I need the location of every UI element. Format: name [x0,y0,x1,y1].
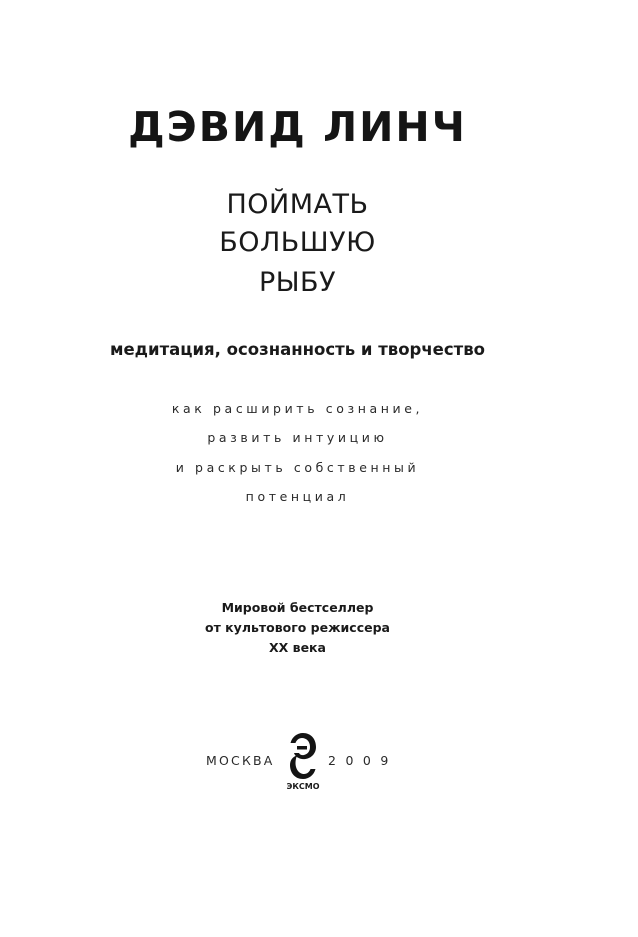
book-subtitle: медитация, осознанность и творчество [110,340,485,359]
book-title-line-2: БОЛЬШУЮ [219,227,376,258]
book-title-line-1: ПОЙМАТЬ [226,189,369,220]
promo-line-1: Мировой бестселлер [221,600,374,615]
promo-line-3: XX века [269,640,326,655]
book-title-line-3: РЫБУ [258,267,337,298]
author-name: ДЭВИД ЛИНЧ [128,103,467,151]
publisher-name: ЭКСМО [286,782,320,791]
tagline-line-3: и раскрыть собственный [175,460,420,475]
tagline-line-4: потенциал [245,489,350,504]
promo-line-2: от культового режиссера [205,620,390,635]
tagline-line-2: развить интуицию [207,430,388,445]
eksmo-logo-icon [287,731,319,781]
tagline-line-1: как расширить сознание, [171,401,424,416]
publication-city: МОСКВА [206,753,275,768]
publication-year: 2009 [328,753,398,768]
